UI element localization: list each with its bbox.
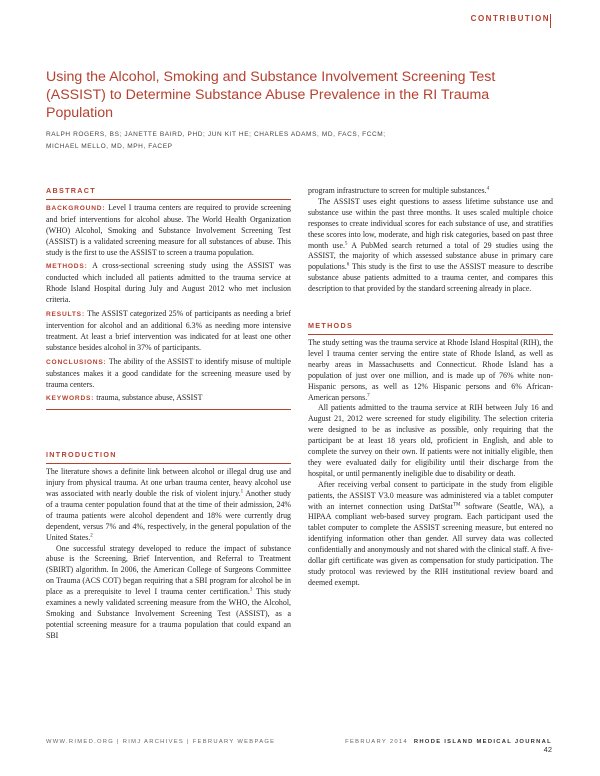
article-title: Using the Alcohol, Smoking and Substance Involvement Screening Test (ASSIST) to Determine Substance Abuse Prevalence in the RI Trauma Population	[46, 69, 496, 121]
abstract-results	[46, 309, 291, 354]
intro-paragraph-1	[46, 467, 291, 543]
footer-journal	[330, 739, 552, 754]
intro-p1-b: Another study of a trauma center population found that at the time of their admission, 24% of trauma patients were alcohol dependent and 18% were currently drug dependent, versus 7% and 4%, respectively, in the general population of the United States.	[46, 489, 291, 542]
background-text: Level I trauma centers are required to provide screening and brief interventions for alcohol abuse. The World Health Organization (WHO) Alcohol, Smoking and Substance Involvement Screening Test (ASSIST) is a validated screening measure for all substances of abuse. This study is the first to use the ASSIST to screen a trauma population.	[46, 202, 291, 257]
author-list	[46, 129, 506, 153]
footer-date: FEBRUARY 2014	[345, 739, 408, 745]
intro-p4-b: A PubMed search returned a total of 29 studies using the ASSIST, the majority of which assessed substance abuse in primary care populations.	[308, 240, 553, 272]
page-number: 42	[543, 745, 552, 754]
methods-p1-a: The study setting was the trauma service at Rhode Island Hospital (RIH), the level I trauma center serving the entire state of Rhode Island, as well as nearby areas in Massachusetts and Connecticut. Rhode Island has a population of just over one million, and is made up of 76% white non-Hispanic persons, as well as 12% Hispanic persons and 6% African-American persons.	[308, 337, 553, 402]
methods-text: A cross-sectional screening study using the ASSIST was conducted which included all patients admitted to the trauma service at Rhode Island Hospital during July and August 2012 who met inclusion criteria.	[46, 261, 291, 305]
intro-p1-a: The literature shows a definite link between alcohol or illegal drug use and injury from physical trauma. At one urban trauma center, heavy alcohol use was associated with nearly double the risk of violent injury.	[46, 467, 291, 499]
intro-p3-a: program infrastructure to screen for multiple substances.	[308, 186, 487, 195]
abstract-background	[46, 203, 291, 259]
keywords-text: trauma, substance abuse, ASSIST	[96, 393, 203, 403]
abstract-methods	[46, 261, 291, 306]
intro-p4-a: The ASSIST uses eight questions to assess lifetime substance use and substance use within the past three months. It uses scaled multiple choice responses to create individual scores for each substance of use, and stratifies these scores into low, moderate, and high risk categories, based on past three month use.	[308, 196, 553, 250]
background-label: BACKGROUND:	[46, 204, 106, 212]
methods-paragraph-3	[308, 480, 553, 589]
intro-paragraph-2-cont	[308, 186, 553, 197]
conclusions-label: CONCLUSIONS:	[46, 358, 107, 366]
abstract-keywords	[46, 393, 291, 405]
results-text: The ASSIST categorized 25% of participants as needing a brief intervention for alcohol and an additional 6.3% as needing more intensive treatment. At least a brief intervention was indicated for at least one other substance besides alcohol in 37% of participants.	[46, 309, 291, 352]
intro-paragraph-2	[46, 544, 291, 642]
ref-3: 3	[249, 587, 253, 593]
methods-paragraph-2: All patients admitted to the trauma service at RIH between July 16 and August 21, 2012 were screened for study eligibility. The selection criteria were designed to be as inclusive as possible, only requiring that the participant be at least 18 years old, proficient in English, and able to complete the survey on their own. If patients were not initially eligible, then they were evaluated daily for eligibility until their discharge from the hospital, or until permanently ineligible due to disability or death.	[308, 403, 553, 478]
intro-p2-a: One successful strategy developed to reduce the impact of substance abuse is the Screening, Brief Intervention, and Referral to Treatment (SBIRT) algorithm. In 2006, the American College of Surgeons Committee on Trauma (ACS COT) began requiring that a SBI program for alcohol be in place as a prerequisite to level I trauma center certification.	[46, 543, 291, 597]
methods-p3-b: software (Seattle, WA), a HIPAA compliant web-based survey program. Each participant used the tablet computer to complete the ASSIST screening measure, but entered no identifying information other than gender. All survey data was collected confidentially and anonymously and not shared with the clinical staff. A five-dollar gift certificate was given as compensation for study participation. The study protocol was reviewed by the RIH institutional review board and deemed exempt.	[308, 501, 553, 587]
ref-2: 2	[90, 533, 93, 539]
methods-heading: METHODS	[308, 321, 553, 335]
intro-paragraph-3	[308, 197, 553, 295]
abstract-conclusions	[46, 357, 291, 391]
right-column	[308, 186, 553, 589]
ref-5: 5	[344, 240, 348, 246]
intro-p2-b: This study examines a newly validated screening measure from the WHO, the Alcohol, Smoking and Substance Involvement Screening Test (ASSIST), as a potential screening measure for a trauma population that could expand an SBI	[46, 587, 291, 640]
conclusions-text: The ability of the ASSIST to identify misuse of multiple substances makes it a good candidate for the screening measure used by trauma centers.	[46, 356, 291, 389]
methods-paragraph-1	[308, 338, 553, 403]
methods-p3-a: After receiving verbal consent to participate in the study from eligible patients, the ASSIST V3.0 measure was administered via a tablet computer with an internet connection using DatStat	[308, 479, 553, 511]
introduction-heading: INTRODUCTION	[46, 450, 291, 464]
trademark: TM	[452, 501, 461, 507]
intro-p4-c: This study is the first to use the ASSIST measure to describe substance abuse patients admitted to a trauma center, and compares this description to that provided by the standard screening already in place.	[308, 262, 553, 294]
section-tag: CONTRIBUTION	[470, 14, 550, 23]
left-column	[46, 186, 291, 642]
abstract-heading: ABSTRACT	[46, 186, 291, 200]
footer-links: WWW.RIMED.ORG | RIMJ ARCHIVES | FEBRUARY WEBPAGE	[46, 739, 276, 745]
author-line-1: RALPH ROGERS, BS; JANETTE BAIRD, PHD; JUN KIT HE; CHARLES ADAMS, MD, FACS, FCCM;	[46, 131, 386, 138]
keywords-label: KEYWORDS:	[46, 395, 95, 403]
results-label: RESULTS:	[46, 311, 85, 319]
ref-6: 6	[346, 262, 350, 268]
author-line-2: MICHAEL MELLO, MD, MPH, FACEP	[46, 143, 173, 150]
ref-4: 4	[486, 186, 490, 192]
methods-label: METHODS:	[46, 263, 88, 271]
footer-journal-name: RHODE ISLAND MEDICAL JOURNAL	[413, 739, 552, 745]
ref-1: 1	[240, 489, 244, 495]
section-tag-rule	[550, 14, 551, 28]
ref-7: 7	[367, 392, 370, 398]
